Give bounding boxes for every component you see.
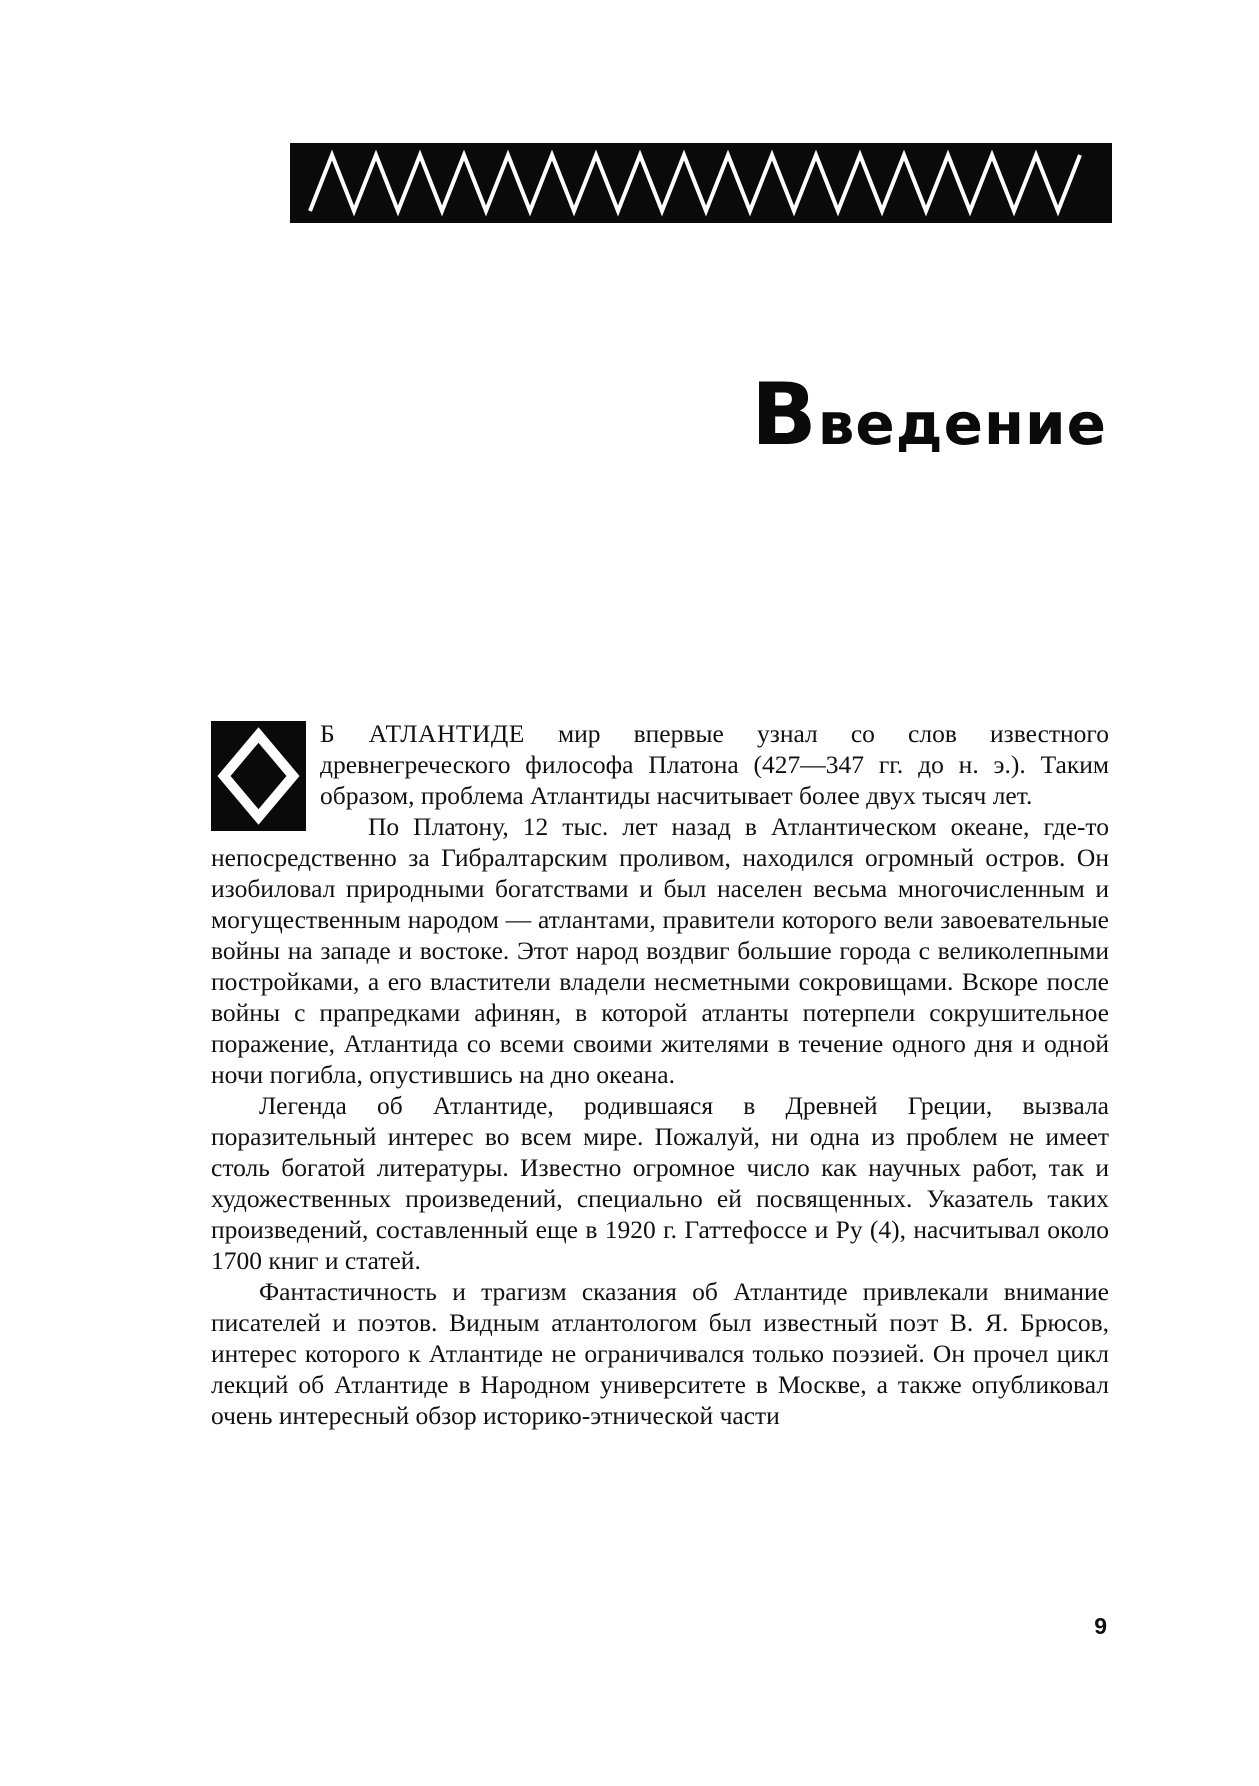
page-number: 9 [1094,1613,1107,1639]
zigzag-icon [290,143,1112,223]
chapter-title-capital: В [751,365,818,465]
dropcap-o-icon [211,721,306,831]
paragraph-1-text: мир впервые узнал со слов известного древнегреческого философа Платона (427—347 гг. до н. э.). Таким образом, проблема Атлантиды насчитывает более двух тысяч лет. [320,719,1109,810]
lead-word: Б АТЛАНТИДЕ [320,719,525,748]
paragraph-4: Фантастичность и трагизм сказания об Атлантиде привлекали внимание писателей и поэтов. Видным атлантологом был известный поэт В. Я. Брюсов, интерес которого к Атлантиде не ограничивался только поэзией. Он прочел цикл лекций об Атлантиде в Народном университете в Москве, а также опубликовал очень интересный обзор историко-этнической части [211,1277,1109,1430]
chapter-title-rest: ведение [817,390,1107,458]
paragraph-2: По Платону, 12 тыс. лет назад в Атлантическом океане, где-то непосредственно за Гибралтарским проливом, находился огромный остров. Он изобиловал природными богатствами и был населен весьма многочисленным и могущественным народом — атлантами, правители которого вели завоевательные войны на западе и востоке. Этот народ воздвиг большие города с великолепными постройками, а его властители владели несметными сокровищами. Вскоре после войны с прапредками афинян, в которой атланты потерпели сокрушительное поражение, Атлантида со всеми своими жителями в течение одного дня и одной ночи погибла, опустившись на дно океана. [211,812,1109,1089]
body-text [211,718,1109,1431]
chapter-title [751,365,1107,465]
zigzag-ornament-banner [290,143,1112,223]
paragraph-1 [211,718,1109,811]
paragraph-3: Легенда об Атлантиде, родившаяся в Древней Греции, вызвала поразительный интерес во всем мире. Пожалуй, ни одна из проблем не имеет столь богатой литературы. Известно огромное число как научных работ, так и художественных произведений, специально ей посвященных. Указатель таких произведений, составленный еще в 1920 г. Гаттефоссе и Ру (4), насчитывал около 1700 книг и статей. [211,1091,1109,1275]
